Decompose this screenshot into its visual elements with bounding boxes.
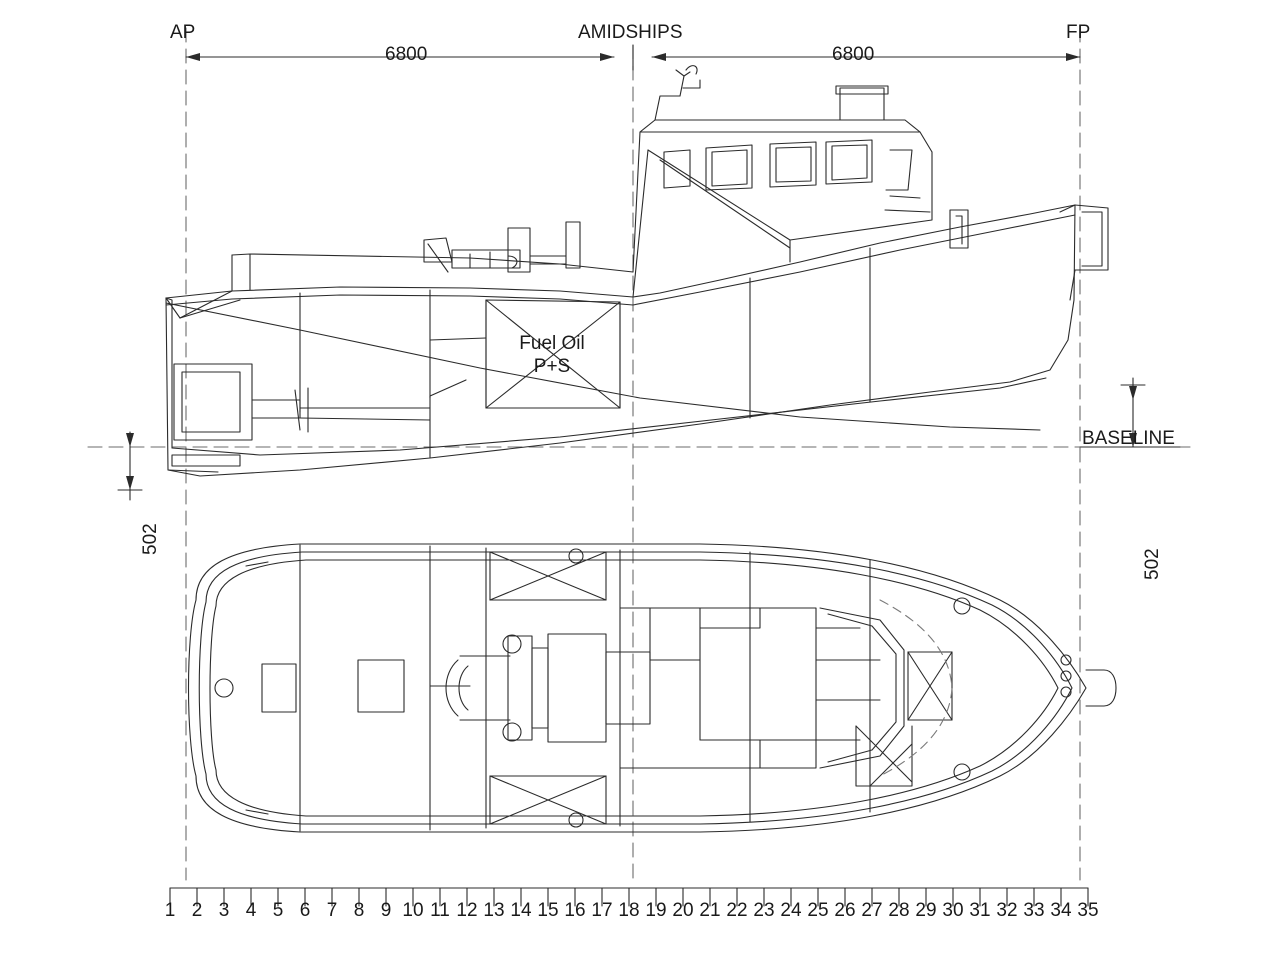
aft-depth-dimension: [118, 432, 142, 500]
station-number: 31: [969, 900, 991, 921]
baseline-label: BASELINE: [1082, 428, 1175, 449]
station-number: 6: [299, 900, 311, 921]
station-number: 23: [753, 900, 775, 921]
station-number: 17: [591, 900, 613, 921]
top-dimension-line: [186, 45, 1080, 70]
fuel-oil-tank-label-line1: Fuel Oil: [519, 333, 585, 354]
station-number: 28: [888, 900, 910, 921]
station-number: 11: [430, 900, 450, 921]
fuel-oil-tank-label-line2: P+S: [533, 356, 571, 377]
wheelhouse-windows: [664, 140, 872, 190]
station-number: 32: [996, 900, 1018, 921]
ap-label: AP: [170, 22, 196, 43]
aft-length-dimension-label: 6800: [385, 44, 428, 65]
fuel-tank-port-plan: [490, 552, 606, 600]
station-number: 4: [245, 900, 257, 921]
station-number: 8: [353, 900, 365, 921]
station-number: 15: [537, 900, 559, 921]
fwd-depth-label: 502: [1142, 548, 1163, 580]
aft-depth-label: 502: [140, 523, 161, 555]
station-number: 18: [618, 900, 640, 921]
fuel-tank-stbd-plan: [490, 776, 606, 824]
station-number: 22: [726, 900, 748, 921]
station-number: 7: [326, 900, 338, 921]
station-number: 34: [1050, 900, 1072, 921]
station-number: 5: [272, 900, 284, 921]
station-number: 12: [456, 900, 478, 921]
station-number: 20: [672, 900, 694, 921]
station-number: 13: [483, 900, 505, 921]
station-number: 24: [780, 900, 802, 921]
station-number: 25: [807, 900, 829, 921]
fp-label: FP: [1066, 22, 1091, 43]
station-number: 1: [164, 900, 176, 921]
amidships-label: AMIDSHIPS: [578, 22, 683, 43]
station-number: 33: [1023, 900, 1045, 921]
station-number: 19: [645, 900, 667, 921]
profile-view: [166, 66, 1108, 476]
station-number: 26: [834, 900, 856, 921]
station-number: 3: [218, 900, 230, 921]
station-number: 10: [402, 900, 424, 921]
plan-view: [189, 544, 1117, 832]
station-number: 30: [942, 900, 964, 921]
station-number: 21: [699, 900, 721, 921]
station-number-scale: [0, 900, 1280, 926]
station-number: 2: [191, 900, 203, 921]
fwd-length-dimension-label: 6800: [832, 44, 875, 65]
fwd-hatch-plan: [908, 652, 952, 720]
station-number: 14: [510, 900, 532, 921]
station-number: 9: [380, 900, 392, 921]
station-number: 27: [861, 900, 883, 921]
station-number: 29: [915, 900, 937, 921]
station-number: 16: [564, 900, 586, 921]
station-number: 35: [1077, 900, 1099, 921]
